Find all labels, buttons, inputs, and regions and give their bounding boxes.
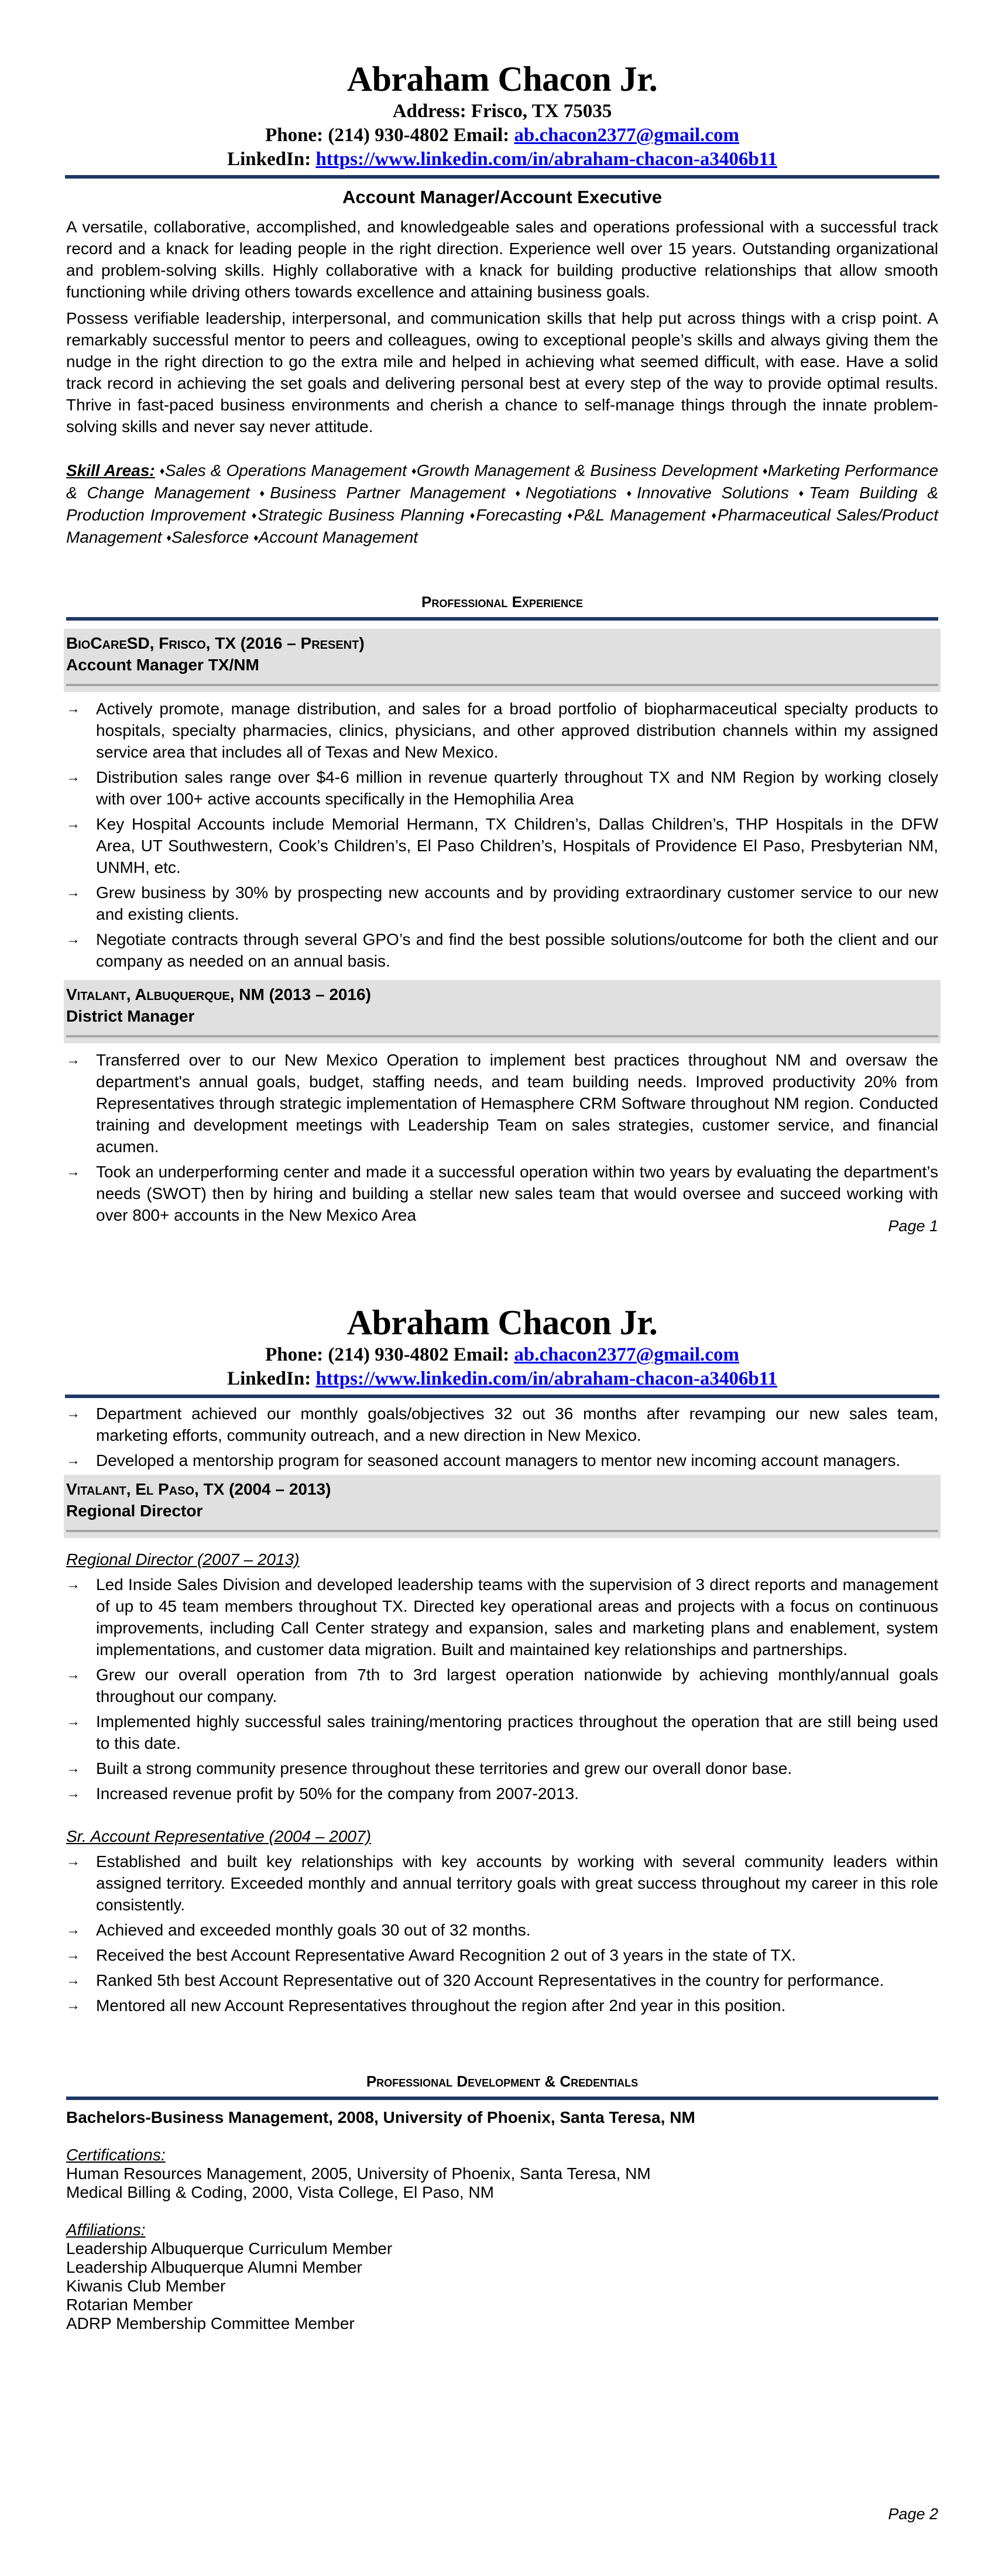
diamond-bullet-icon: ♦ — [626, 488, 637, 499]
linkedin-link[interactable]: https://www.linkedin.com/in/abraham-chacon-a3406b11 — [315, 149, 777, 170]
skill-item: Account Management — [258, 528, 418, 546]
job-header-biocaresd — [64, 629, 941, 692]
bullet-item — [66, 1919, 938, 1941]
job-bullets-biocaresd — [66, 698, 938, 972]
diamond-bullet-icon: ♦ — [159, 465, 165, 477]
bullet-text: Increased revenue profit by 50% for the company from 2007-2013. — [96, 1784, 579, 1803]
bullet-text: Led Inside Sales Division and developed leadership teams with the supervision of 3 direct reports and management of up to 45 team members throughout TX. Directed key operational areas and projects with a focus on continuous improvements, including Call Center strategy and expansion, sales and marketing plans and enablement, system implementations, and customer data migration. Built and maintained key relationships and partnerships. — [96, 1575, 938, 1659]
phone-label: Phone: (214) 930-4802 Email: — [265, 125, 514, 146]
bullet-item — [66, 813, 938, 878]
arrow-bullet-icon: → — [66, 1947, 80, 1963]
bullet-text: Grew business by 30% by prospecting new accounts and by providing extraordinary customer service to our new and existing clients. — [96, 883, 938, 923]
degree: Bachelors-Business Management, 2008, University of Phoenix, Santa Teresa, NM — [66, 2108, 695, 2126]
list-item: Leadership Albuquerque Alumni Member — [66, 2258, 362, 2276]
arrow-bullet-icon: → — [66, 816, 80, 832]
diamond-bullet-icon: ♦ — [711, 510, 718, 521]
section-divider — [66, 2097, 938, 2100]
section-title-development: Professional Development & Credentials — [366, 2073, 639, 2090]
role-bullets-regional-director — [66, 1574, 938, 1804]
bullet-text: Developed a mentorship program for seasoned account managers to mentor new incoming account managers. — [96, 1451, 901, 1469]
bullet-item — [66, 1995, 938, 2016]
arrow-bullet-icon: → — [66, 1922, 80, 1938]
bullet-text: Established and built key relationships with key accounts by working with several community leaders within assigned territory. Exceeded monthly and annual territory goals with great success throughout my career in this role consistently. — [96, 1852, 938, 1914]
bullet-item — [66, 929, 938, 972]
bullet-text: Grew our overall operation from 7th to 3rd largest operation nationwide by achieving monthly/annual goals throughout our company. — [96, 1666, 938, 1705]
skill-item: Salesforce — [171, 528, 249, 546]
diamond-bullet-icon: ♦ — [411, 465, 417, 477]
linkedin-label: LinkedIn: — [227, 1368, 316, 1389]
bullet-item — [66, 882, 938, 925]
page-number: Page 2 — [888, 2505, 938, 2523]
skill-item: P&L Management — [573, 506, 706, 524]
diamond-bullet-icon: ♦ — [251, 510, 258, 521]
bullet-text: Achieved and exceeded monthly goals 30 out of 32 months. — [96, 1921, 531, 1939]
bullet-text: Took an underperforming center and made it a successful operation within two years by evaluating the department’s needs (SWOT) then by hiring and building a stellar new sales team that would oversee and succeed working with over 800+ accounts in the New Mexico Area — [96, 1163, 938, 1224]
diamond-bullet-icon: ♦ — [567, 510, 574, 521]
job-header-rule — [66, 1035, 938, 1037]
bullet-text: Implemented highly successful sales training/mentoring practices throughout the operation that are still being used to this date. — [96, 1712, 938, 1752]
resume-page-2 — [0, 1288, 995, 2576]
bullet-item — [66, 698, 938, 763]
diamond-bullet-icon: ♦ — [253, 532, 259, 543]
bullet-text: Department achieved our monthly goals/objectives 32 out 36 months after revamping our new sales team, marketing efforts, community outreach, and a new direction in New Mexico. — [96, 1405, 938, 1444]
header-divider — [65, 1395, 939, 1398]
bullet-item — [66, 766, 938, 810]
role-bullets-sr-account-rep — [66, 1851, 938, 2016]
arrow-bullet-icon: → — [66, 1854, 80, 1869]
skill-item: Forecasting — [476, 506, 562, 524]
bullet-item — [66, 1161, 938, 1226]
job-company: BioCareSD, Frisco, TX (2016 – Present) — [66, 634, 365, 652]
bullet-text: Negotiate contracts through several GPO’s and find the best possible solutions/outcome for both the client and our company as needed on an annual basis. — [96, 930, 938, 970]
linkedin-link[interactable]: https://www.linkedin.com/in/abraham-chacon-a3406b11 — [315, 1368, 777, 1389]
bullet-item — [66, 1711, 938, 1754]
arrow-bullet-icon: → — [66, 1164, 80, 1180]
phone-label: Phone: (214) 930-4802 Email: — [265, 1344, 514, 1365]
email-link[interactable]: ab.chacon2377@gmail.com — [514, 125, 739, 146]
list-item: Rotarian Member — [66, 2296, 193, 2314]
diamond-bullet-icon: ♦ — [166, 532, 171, 543]
list-item: Medical Billing & Coding, 2000, Vista College, El Paso, NM — [66, 2183, 494, 2201]
diamond-bullet-icon: ♦ — [469, 510, 476, 521]
skill-item: Business Partner Management — [270, 484, 506, 502]
job-title: District Manager — [66, 1007, 195, 1025]
arrow-bullet-icon: → — [66, 1972, 80, 1988]
skill-item: Sales & Operations Management — [164, 461, 407, 479]
bullet-text: Mentored all new Account Representatives throughout the region after 2nd year in this position. — [96, 1996, 786, 2015]
skill-item: Innovative Solutions — [637, 484, 789, 502]
job-company: Vitalant, Albuquerque, NM (2013 – 2016) — [66, 985, 371, 1003]
arrow-bullet-icon: → — [66, 1760, 80, 1776]
bullet-item — [66, 1664, 938, 1707]
diamond-bullet-icon: ♦ — [762, 465, 768, 477]
list-item: Leadership Albuquerque Curriculum Member — [66, 2239, 393, 2258]
linkedin-label: LinkedIn: — [227, 149, 316, 170]
diamond-bullet-icon: ♦ — [515, 488, 526, 499]
bullet-text: Received the best Account Representative Award Recognition 2 out of 3 years in the state of TX. — [96, 1946, 796, 1964]
bullet-text: Distribution sales range over $4-6 million in revenue quarterly throughout TX and NM Region by working closely with over 100+ active accounts specifically in the Hemophilia Area — [96, 768, 938, 808]
bullet-text: Ranked 5th best Account Representative out of 320 Account Representatives in the country for performance. — [96, 1971, 884, 1989]
certifications-label: Certifications: — [66, 2146, 166, 2164]
job-header-rule — [66, 684, 938, 686]
arrow-bullet-icon: → — [66, 1667, 80, 1683]
job-company: Vitalant, El Paso, TX (2004 – 2013) — [66, 1480, 331, 1498]
section-divider — [66, 617, 938, 621]
header-divider — [65, 175, 939, 179]
job-title: Regional Director — [66, 1502, 203, 1520]
list-item: Kiwanis Club Member — [66, 2277, 226, 2295]
job-bullets-vitalant-albuquerque-continued — [66, 1403, 938, 1471]
job-title: Account Manager TX/NM — [66, 656, 259, 674]
skill-item: Negotiations — [526, 484, 617, 502]
candidate-name: Abraham Chacon Jr. — [346, 1303, 658, 1342]
job-header-rule — [66, 1530, 938, 1532]
email-link[interactable]: ab.chacon2377@gmail.com — [514, 1344, 739, 1365]
summary-paragraph-1: A versatile, collaborative, accomplished, and knowledgeable sales and operations professional with a successful track record and a knack for leading people in the right direction. Experience well over 15 years. Outstanding organizational and problem-solving skills. Highly collaborative with a knack for building productive relationships that allow smooth functioning while driving others towards excellence and attaining business goals. — [66, 218, 938, 301]
arrow-bullet-icon: → — [66, 1714, 80, 1729]
skill-areas — [66, 460, 938, 549]
affiliations-label: Affiliations: — [66, 2221, 146, 2239]
linkedin-line — [66, 1367, 938, 1391]
affiliations-list — [66, 2239, 938, 2333]
diamond-bullet-icon: ♦ — [798, 488, 809, 499]
role-title-sr-account-rep: Sr. Account Representative (2004 – 2007) — [66, 1827, 371, 1845]
job-header-vitalant-albuquerque — [64, 980, 941, 1043]
address: Address: Frisco, TX 75035 — [392, 101, 612, 122]
bullet-item — [66, 1944, 938, 1966]
arrow-bullet-icon: → — [66, 1052, 80, 1068]
bullet-item — [66, 1783, 938, 1804]
arrow-bullet-icon: → — [66, 701, 80, 717]
linkedin-line — [66, 148, 938, 172]
list-item: ADRP Membership Committee Member — [66, 2314, 355, 2332]
arrow-bullet-icon: → — [66, 1998, 80, 2013]
arrow-bullet-icon: → — [66, 1453, 80, 1468]
phone-email-line — [66, 124, 938, 148]
arrow-bullet-icon: → — [66, 885, 80, 900]
diamond-bullet-icon: ♦ — [259, 488, 270, 499]
skill-item: Marketing Performance & Change Management — [66, 461, 939, 502]
headline: Account Manager/Account Executive — [342, 187, 663, 207]
bullet-text: Transferred over to our New Mexico Operation to implement best practices throughout NM and oversaw the department's annual goals, budget, staffing needs, and team building needs. Improved productivity 20% from Representatives through strategic implementation of Hemasphere CRM Software throughout NM region. Conducted training and development meetings with Leadership Team on sales strategies, customer service, and financial acumen. — [96, 1051, 938, 1156]
job-bullets-vitalant-albuquerque — [66, 1049, 938, 1226]
arrow-bullet-icon: → — [66, 931, 80, 947]
bullet-text: Built a strong community presence throughout these territories and grew our overall donor base. — [96, 1759, 792, 1777]
bullet-item — [66, 1049, 938, 1157]
page-number: Page 1 — [888, 1217, 938, 1235]
list-item: Human Resources Management, 2005, University of Phoenix, Santa Teresa, NM — [66, 2164, 651, 2183]
phone-email-line — [66, 1343, 938, 1367]
skill-item: Strategic Business Planning — [258, 506, 464, 524]
certifications-list — [66, 2164, 938, 2202]
arrow-bullet-icon: → — [66, 1577, 80, 1592]
bullet-item — [66, 1851, 938, 1916]
arrow-bullet-icon: → — [66, 769, 80, 785]
bullet-text: Actively promote, manage distribution, and sales for a broad portfolio of biopharmaceutical specialty products to hospitals, specialty pharmacies, clinics, physicians, and other approved distribution channels within my assigned service area that includes all of Texas and New Mexico. — [96, 700, 938, 761]
skill-areas-label: Skill Areas: — [66, 461, 155, 479]
bullet-item — [66, 1450, 938, 1471]
candidate-name: Abraham Chacon Jr. — [346, 60, 658, 98]
job-header-vitalant-el-paso — [64, 1475, 941, 1538]
skill-item: Growth Management & Business Development — [416, 461, 758, 479]
arrow-bullet-icon: → — [66, 1406, 80, 1421]
bullet-item — [66, 1574, 938, 1660]
skill-item: Team Building & Production Improvement — [66, 484, 939, 524]
role-title-regional-director: Regional Director (2007 – 2013) — [66, 1550, 300, 1568]
bullet-text: Key Hospital Accounts include Memorial Hermann, TX Children’s, Dallas Children’s, THP Hospitals in the DFW Area, UT Southwestern, Cook’s Children’s, El Paso Children’s, Hospitals of Providence El Paso, Presbyterian NM, UNMH, etc. — [96, 815, 938, 876]
arrow-bullet-icon: → — [66, 1786, 80, 1801]
bullet-item — [66, 1403, 938, 1446]
summary-paragraph-2: Possess verifiable leadership, interpersonal, and communication skills that help put across things with a crisp point. A remarkably successful mentor to peers and colleagues, owing to exceptional people’s skills and always giving them the nudge in the right direction to go the extra mile and helped in achieving what seemed difficult, with ease. Have a solid track record in achieving the set goals and delivering personal best at every step of the way to provide optimal results. Thrive in fast-paced business environments and cherish a chance to self-manage things through the innate problem-solving skills and never say never attitude. — [66, 309, 938, 436]
bullet-item — [66, 1969, 938, 1991]
section-title-experience: Professional Experience — [421, 593, 583, 611]
bullet-item — [66, 1758, 938, 1779]
skill-item: Pharmaceutical Sales/Product Management — [66, 506, 938, 546]
